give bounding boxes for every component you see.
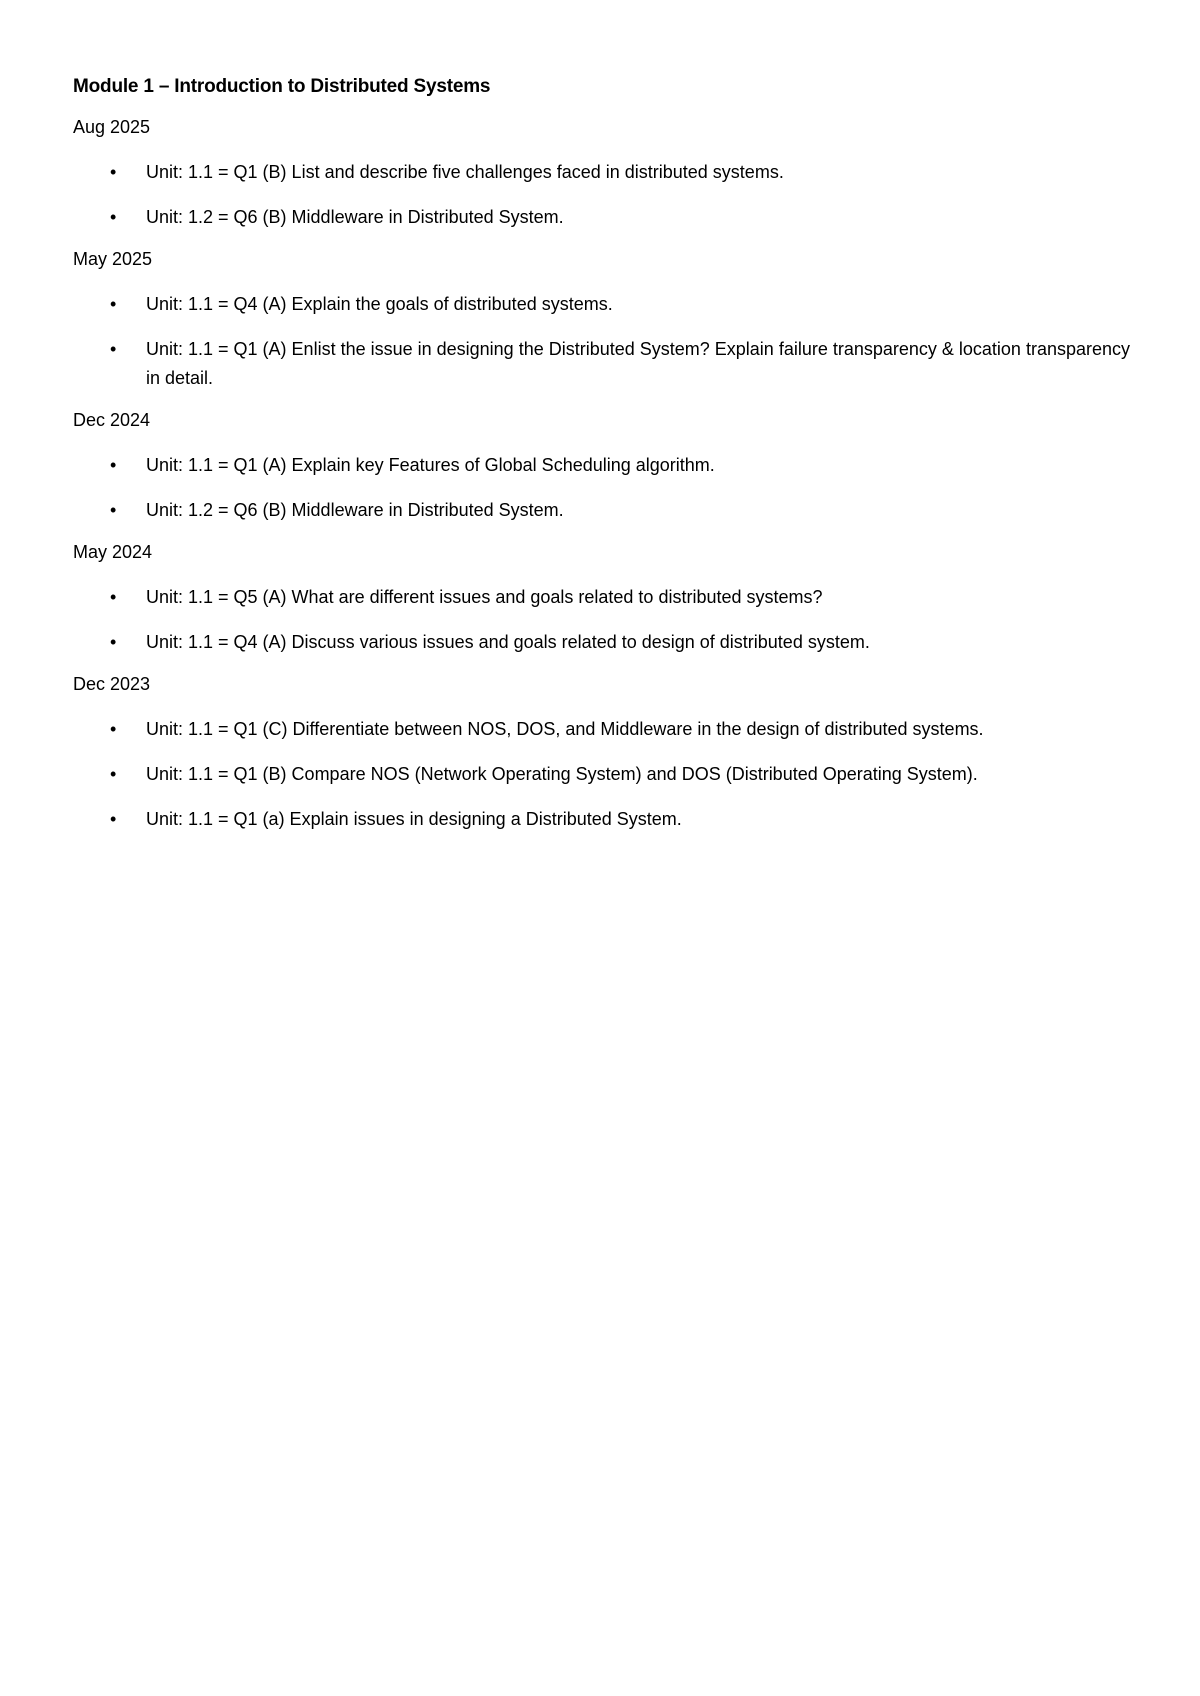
list-item bbox=[73, 335, 1133, 393]
question-text: Unit: 1.1 = Q1 (A) Enlist the issue in designing the Distributed System? Explain failure transparency & location transparency in detail. bbox=[146, 339, 1130, 388]
bullet-icon: • bbox=[110, 500, 117, 520]
question-list bbox=[73, 290, 1133, 393]
section-date: Dec 2024 bbox=[73, 410, 151, 430]
list-item bbox=[73, 760, 1133, 789]
bullet-icon: • bbox=[110, 764, 117, 784]
section-aug-2025 bbox=[73, 116, 1133, 232]
section-dec-2024 bbox=[73, 409, 1133, 525]
section-date: May 2025 bbox=[73, 249, 153, 269]
question-text: Unit: 1.2 = Q6 (B) Middleware in Distributed System. bbox=[146, 207, 564, 227]
question-list bbox=[73, 715, 1133, 834]
section-dec-2023 bbox=[73, 673, 1133, 834]
section-date: Aug 2025 bbox=[73, 117, 151, 137]
section-may-2025 bbox=[73, 248, 1133, 393]
bullet-icon: • bbox=[110, 587, 117, 607]
question-list bbox=[73, 158, 1133, 232]
question-text: Unit: 1.1 = Q1 (B) Compare NOS (Network Operating System) and DOS (Distributed Operating System). bbox=[146, 764, 978, 784]
list-item bbox=[73, 583, 1133, 612]
section-date: Dec 2023 bbox=[73, 674, 151, 694]
list-item bbox=[73, 715, 1133, 744]
question-text: Unit: 1.1 = Q1 (B) List and describe five challenges faced in distributed systems. bbox=[146, 162, 784, 182]
list-item bbox=[73, 203, 1133, 232]
document-title: Module 1 – Introduction to Distributed Systems bbox=[73, 76, 491, 97]
question-text: Unit: 1.1 = Q1 (C) Differentiate between NOS, DOS, and Middleware in the design of distributed systems. bbox=[146, 719, 984, 739]
question-text: Unit: 1.1 = Q4 (A) Explain the goals of distributed systems. bbox=[146, 294, 613, 314]
list-item bbox=[73, 290, 1133, 319]
bullet-icon: • bbox=[110, 339, 117, 359]
bullet-icon: • bbox=[110, 162, 117, 182]
list-item bbox=[73, 628, 1133, 657]
bullet-icon: • bbox=[110, 455, 117, 475]
document-page bbox=[73, 72, 1133, 850]
question-text: Unit: 1.1 = Q5 (A) What are different issues and goals related to distributed systems? bbox=[146, 587, 823, 607]
bullet-icon: • bbox=[110, 207, 117, 227]
section-date: May 2024 bbox=[73, 542, 153, 562]
question-text: Unit: 1.1 = Q4 (A) Discuss various issues and goals related to design of distributed system. bbox=[146, 632, 870, 652]
bullet-icon: • bbox=[110, 294, 117, 314]
question-text: Unit: 1.1 = Q1 (A) Explain key Features of Global Scheduling algorithm. bbox=[146, 455, 715, 475]
bullet-icon: • bbox=[110, 809, 117, 829]
bullet-icon: • bbox=[110, 719, 117, 739]
list-item bbox=[73, 451, 1133, 480]
list-item bbox=[73, 496, 1133, 525]
question-text: Unit: 1.1 = Q1 (a) Explain issues in designing a Distributed System. bbox=[146, 809, 682, 829]
question-text: Unit: 1.2 = Q6 (B) Middleware in Distributed System. bbox=[146, 500, 564, 520]
section-may-2024 bbox=[73, 541, 1133, 657]
list-item bbox=[73, 158, 1133, 187]
question-list bbox=[73, 583, 1133, 657]
question-list bbox=[73, 451, 1133, 525]
bullet-icon: • bbox=[110, 632, 117, 652]
list-item bbox=[73, 805, 1133, 834]
